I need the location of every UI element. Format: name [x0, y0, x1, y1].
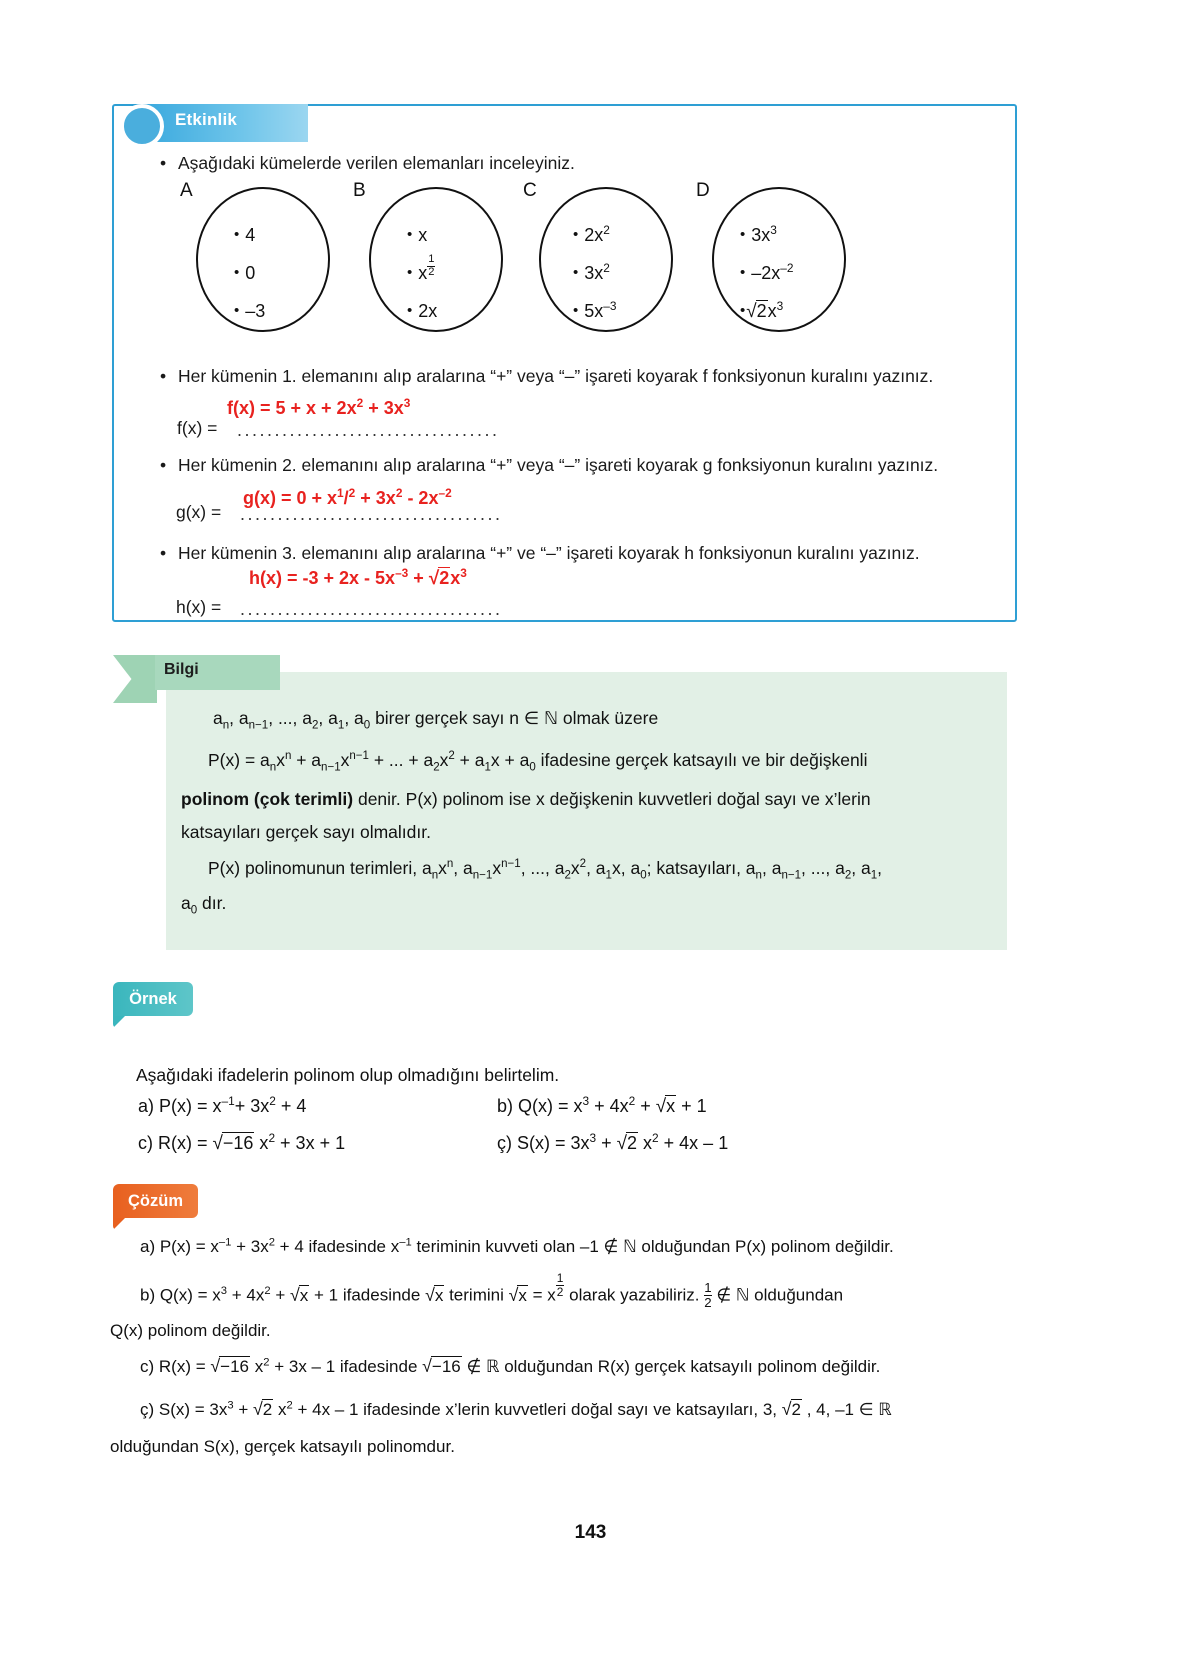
bilgi-tab-label: Bilgi: [164, 661, 199, 678]
ornek-item-b: b) $Q(x) = x^3 + 4x^2 + √x + 1$: [497, 1094, 707, 1117]
bilgi-line-3-rest: denir. P(x) polinom ise x değişkenin kuvvetleri doğal sayı ve x’lerin: [353, 789, 871, 809]
etkinlik-intro-text: Aşağıdaki kümelerde verilen elemanları inceleyiniz.: [178, 153, 575, 173]
set-item: • $2x^2$: [573, 216, 617, 254]
red-answer-h: $h(x) = -3 + 2x - 5x^{-3} + √2x^3$: [249, 566, 467, 589]
red-answer-g: $g(x) = 0 + x^1/^2 + 3x^2 - 2x^{-2}$: [243, 486, 452, 508]
set-item: • 2x: [407, 292, 437, 330]
set-label-c: C: [523, 180, 537, 201]
set-label-d: D: [696, 180, 710, 201]
ornek-item-d: ç) $S(x) = 3x^3 + √2$ $x^2 + 4x - 1$: [497, 1131, 729, 1154]
answer-dotted-line-f: ...................................: [237, 420, 500, 440]
h-of-x-label: h(x) =: [176, 597, 222, 617]
cozum-item-c: c) R(x) = √−16 $x^2 + 3x - 1$ ifadesinde √−16 ∉ ℝ olduğundan R(x) gerçek katsayılı polinom değildir.: [140, 1356, 881, 1376]
set-item: • $3x^2$: [573, 254, 617, 292]
set-item: • $√2x^3$: [740, 292, 794, 330]
answer-dotted-line-h: ...................................: [240, 599, 503, 619]
g-of-x-label: g(x) =: [176, 502, 222, 522]
red-answer-f: $f(x) = 5 + x + 2x^2 + 3x^3$: [227, 396, 411, 418]
bullet-icon: •: [160, 455, 167, 475]
answer-dotted-line-g: ...................................: [240, 504, 503, 524]
set-items-b: [407, 216, 437, 330]
set-item: • $3x^3$: [740, 216, 794, 254]
cozum-item-d-line1: ç) $S(x) = 3x^3 + √2$ $x^2 + 4x - 1$ ifadesinde x’lerin kuvvetleri doğal sayı ve katsayıları, 3, √2 , 4, –1 ∈ ℝ: [140, 1399, 892, 1419]
bilgi-line-2: $P(x) = a_nx^n + a_{n-1}x^{n-1}$ + ... + $a_2x^2 + a_1x + a_0$ ifadesine gerçek katsayılı ve bir değişkenli: [208, 750, 868, 774]
set-item: • –3: [234, 292, 265, 330]
set-item: • $-2x^{-2}$: [740, 254, 794, 292]
cozum-item-b-line2: Q(x) polinom değildir.: [110, 1321, 271, 1340]
ornek-item-c: c) R(x) = √−16 $x^2 + 3x + 1$: [138, 1131, 346, 1154]
etkinlik-task-3: [160, 540, 1005, 567]
cozum-item-b-line1: b) $Q(x) = x^3 + 4x^2 + √x + 1$ ifadesinde √x terimini √x = x $\frac{1}{2}$ olarak yazabiliriz. $\frac{1}{2}$ ∉ ℕ olduğundan: [140, 1271, 844, 1310]
ornek-prompt: Aşağıdaki ifadelerin polinom olup olmadığını belirtelim.: [136, 1065, 560, 1085]
bilgi-line-6: $a_0$ dır.: [181, 893, 227, 917]
etkinlik-task-2: [160, 452, 1005, 479]
bilgi-bold-term: polinom (çok terimli): [181, 789, 354, 809]
bullet-icon: •: [160, 153, 167, 173]
set-label-a: A: [180, 180, 193, 201]
etkinlik-task-3-text: Her kümenin 3. elemanını alıp aralarına “+” ve “–” işareti koyarak h fonksiyonun kuralını yazınız.: [178, 543, 920, 563]
set-item: • $5x^{-3}$: [573, 292, 617, 330]
set-items-d: [740, 216, 794, 330]
etkinlik-tab-label: Etkinlik: [175, 110, 238, 129]
set-item: • 0: [234, 254, 265, 292]
set-item: • x $\frac{1}{2}$: [407, 254, 437, 292]
bilgi-line-1: $a_n$, $a_{n-1}$, ..., $a_2$, $a_1$, $a_0$ birer gerçek sayı n ∈ ℕ olmak üzere: [213, 708, 659, 732]
page-number: 143: [574, 1522, 607, 1543]
bilgi-line-3: [181, 786, 1001, 812]
set-label-b: B: [353, 180, 366, 201]
bullet-icon: •: [160, 543, 167, 563]
etkinlik-task-2-text: Her kümenin 2. elemanını alıp aralarına “+” veya “–” işareti koyarak g fonksiyonun kuralını yazınız.: [178, 455, 939, 475]
ornek-badge-tail: [113, 1014, 127, 1028]
cozum-item-d-line2: olduğundan S(x), gerçek katsayılı polinomdur.: [110, 1437, 455, 1456]
etkinlik-task-1: [160, 363, 1005, 390]
bilgi-line-4: katsayıları gerçek sayı olmalıdır.: [181, 822, 431, 842]
cozum-badge: Çözüm: [113, 1184, 198, 1218]
set-item: • x: [407, 216, 437, 254]
set-items-c: [573, 216, 617, 330]
ornek-badge: Örnek: [113, 982, 193, 1016]
cozum-badge-tail: [113, 1216, 127, 1230]
etkinlik-circle-icon: [120, 104, 164, 148]
ornek-item-a: a) $P(x) = x^{-1}+ 3x^2 + 4$: [138, 1094, 307, 1116]
set-item: • 4: [234, 216, 265, 254]
bullet-icon: •: [160, 366, 167, 386]
set-items-a: [234, 216, 265, 330]
bilgi-line-5: P(x) polinomunun terimleri, $a_nx^n$, $a_{n-1}x^{n-1}$, ..., $a_2x^2$, $a_1x$, $a_0$; katsayıları, $a_n$, $a_{n-1}$, ..., $a_2$, $a_1$,: [208, 858, 882, 882]
etkinlik-intro-bullet: [160, 150, 1000, 177]
cozum-item-a: a) $P(x) = x^{-1} + 3x^2 + 4$ ifadesinde $x^{-1}$ teriminin kuvveti olan –1 ∉ ℕ olduğundan P(x) polinom değildir.: [140, 1236, 894, 1256]
etkinlik-task-1-text: Her kümenin 1. elemanını alıp aralarına “+” veya “–” işareti koyarak f fonksiyonun kuralını yazınız.: [178, 366, 934, 386]
f-of-x-label: f(x) =: [177, 418, 218, 438]
bilgi-flag-shape: [113, 655, 157, 703]
